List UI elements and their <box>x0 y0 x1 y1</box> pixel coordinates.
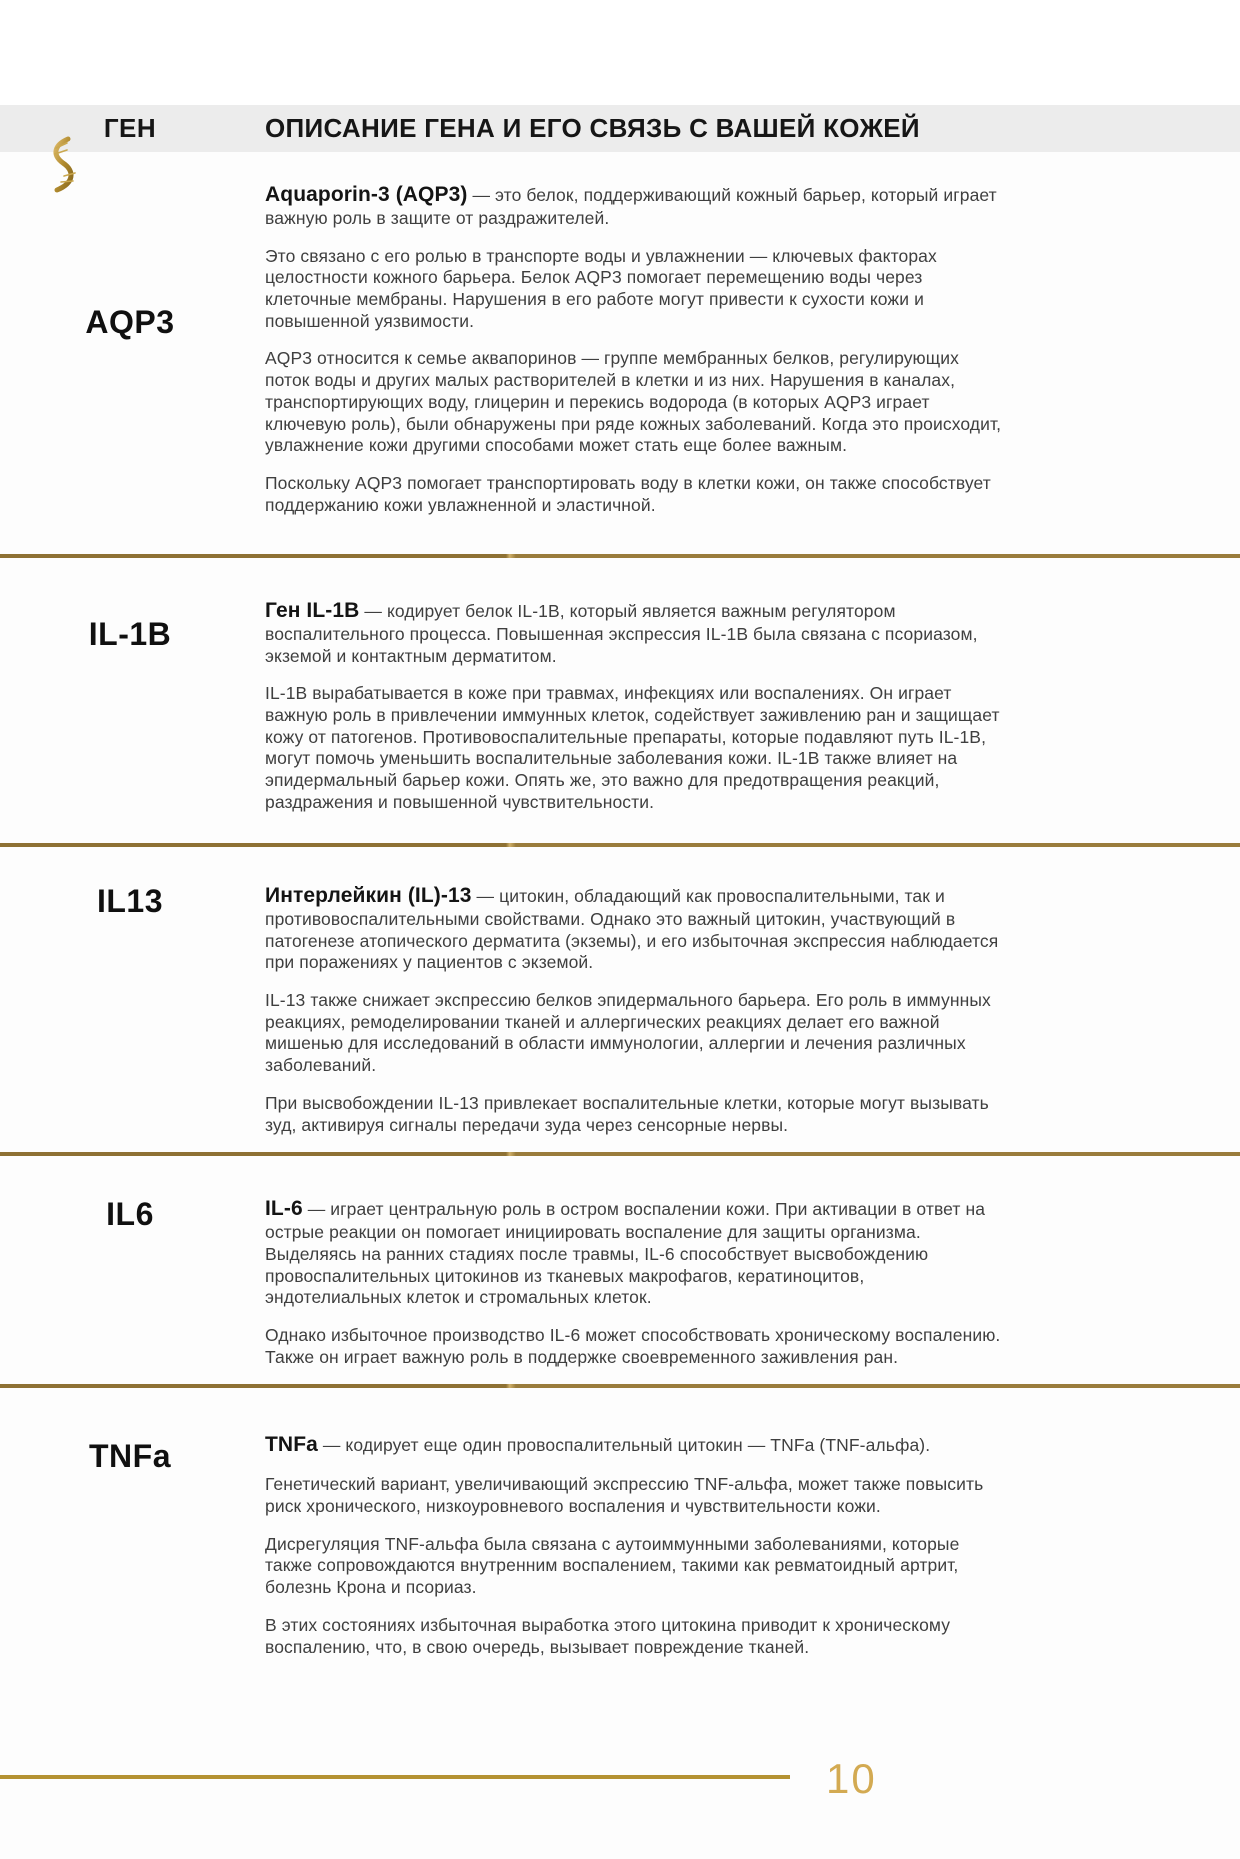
gene-description <box>260 598 1002 843</box>
paragraph <box>265 473 1002 516</box>
gene-description <box>260 1196 1002 1384</box>
paragraph <box>265 1615 1002 1658</box>
paragraph-text: В этих состояниях избыточная выработка этого цитокина приводит к хроническому воспалению, что, в свою очередь, вызывает повреждение тканей. <box>265 1614 951 1657</box>
paragraph-text: При высвобождении IL-13 привлекает воспалительные клетки, которые могут вызывать зуд, активируя сигналы передачи зуда через сенсорные нервы. <box>265 1092 989 1135</box>
paragraph-text: AQP3 относится к семье аквапоринов — группе мембранных белков, регулирующих поток воды и других малых растворителей в клетки и из них. Нарушения в каналах, транспортирующих воду, глицерин и перекись водорода (в которых AQP3 играет ключевую роль), были обнаружены при ряде кожных заболеваний. Когда это происходит, увлажнение кожи другими способами может стать еще более важным. <box>265 348 1002 456</box>
paragraph-text: — кодирует белок IL-1B, который является важным регулятором воспалительного процесса. Повышенная экспрессия IL-1B была связана с псориазом, экземой и контактным дерматитом. <box>265 601 978 666</box>
gene-name-label: AQP3 <box>85 304 175 340</box>
paragraph <box>265 1325 1002 1368</box>
paragraph-text: — цитокин, обладающий как провоспалительными, так и противовоспалительными свойствами. Однако это важный цитокин, участвующий в патогенезе атопического дерматита (экземы), и его избыточная экспрессия наблюдается при поражениях у пациентов с экземой. <box>265 886 999 973</box>
gene-lead: TNFa <box>265 1433 318 1457</box>
gene-row-il13 <box>0 847 1240 1152</box>
gene-row-tnfa <box>0 1388 1240 1674</box>
table-header <box>0 105 1240 152</box>
paragraph <box>265 182 1002 230</box>
paragraph <box>265 1534 1002 1599</box>
paragraph-text: Дисрегуляция TNF-альфа была связана с аутоиммунными заболеваниями, которые также сопровождаются внутренним воспалением, такими как ревматоидный артрит, болезнь Крона и псориаз. <box>265 1533 960 1598</box>
paragraph <box>265 1474 1002 1517</box>
gene-name-label: IL-1B <box>88 616 172 652</box>
paragraph-text: Поскольку AQP3 помогает транспортировать воду в клетки кожи, он также способствует поддержанию кожи увлажненной и эластичной. <box>265 472 991 515</box>
paragraph <box>265 1093 1002 1136</box>
dna-logo-icon <box>44 135 80 195</box>
paragraph-text: — это белок, поддерживающий кожный барьер, который играет важную роль в защите от раздражителей. <box>265 185 997 229</box>
paragraph-text: — играет центральную роль в остром воспалении кожи. При активации в ответ на острые реакции он помогает инициировать воспаление для защиты организма. Выделяясь на ранних стадиях после травмы, IL-6 способствует высвобождению провоспалительных цитокинов из тканевых макрофагов, кератиноцитов, эндотелиальных клеток и стромальных клеток. <box>265 1199 986 1308</box>
paragraph <box>265 1196 1002 1309</box>
gene-row-il1b <box>0 558 1240 843</box>
page-footer <box>0 1755 1240 1823</box>
gene-lead: Интерлейкин (IL)-13 <box>265 884 472 907</box>
gene-name-label: TNFa <box>89 1438 171 1475</box>
paragraph <box>265 883 1002 974</box>
gene-description <box>260 1432 1002 1674</box>
paragraph-text: — кодирует еще один провоспалительный цитокин — TNFa (TNF-альфа). <box>317 1435 931 1456</box>
gene-name-label: IL13 <box>96 883 164 919</box>
paragraph <box>265 598 1002 667</box>
gene-lead: Ген IL-1B <box>265 599 360 622</box>
paragraph-text: IL-1B вырабатывается в коже при травмах, инфекциях или воспалениях. Он играет важную роль в привлечении иммунных клеток, содействует заживлению ран и защищает кожу от патогенов. Противовоспалительные препараты, которые подавляют путь IL-1B, могут помочь уменьшить воспалительные заболевания кожи. IL-1B также влияет на эпидермальный барьер кожи. Опять же, это важно для предотвращения реакций, раздражения и повышенной чувствительности. <box>265 683 1000 812</box>
paragraph <box>265 990 1002 1077</box>
footer-rule <box>0 1775 790 1779</box>
gene-description <box>260 883 1002 1152</box>
paragraph <box>265 683 1002 813</box>
header-description-column: ОПИСАНИЕ ГЕНА И ЕГО СВЯЗЬ С ВАШЕЙ КОЖЕЙ <box>265 113 920 143</box>
gene-row-aqp3 <box>0 152 1240 554</box>
paragraph-text: Это связано с его ролью в транспорте воды и увлажнении — ключевых факторах целостности кожного барьера. Белок AQP3 помогает перемещению воды через клеточные мембраны. Нарушения в его работе могут привести к сухости кожи и повышенной уязвимости. <box>265 245 937 331</box>
page-number: 10 <box>826 1755 877 1802</box>
paragraph-text: Однако избыточное производство IL-6 может способствовать хроническому воспалению. Также он играет важную роль в поддержке своевременного заживления ран. <box>265 1325 1001 1367</box>
paragraph <box>265 348 1002 456</box>
paragraph-text: IL-13 также снижает экспрессию белков эпидермального барьера. Его роль в иммунных реакциях, ремоделировании тканей и аллергических реакциях делает его важной мишенью для исследований в области иммунологии, аллергии и лечения различных заболеваний. <box>265 990 991 1076</box>
header-gene-column: ГЕН <box>103 113 157 143</box>
paragraph <box>265 246 1002 333</box>
gene-lead: Aquaporin-3 (AQP3) <box>265 183 468 206</box>
paragraph-text: Генетический вариант, увеличивающий экспрессию TNF-альфа, может также повысить риск хронического, низкоуровневого воспаления и чувствительности кожи. <box>265 1474 984 1517</box>
gene-lead: IL-6 <box>265 1197 303 1221</box>
gene-name-label: IL6 <box>106 1196 154 1233</box>
paragraph <box>265 1432 1002 1458</box>
gene-description <box>260 182 1002 554</box>
gene-row-il6 <box>0 1156 1240 1384</box>
